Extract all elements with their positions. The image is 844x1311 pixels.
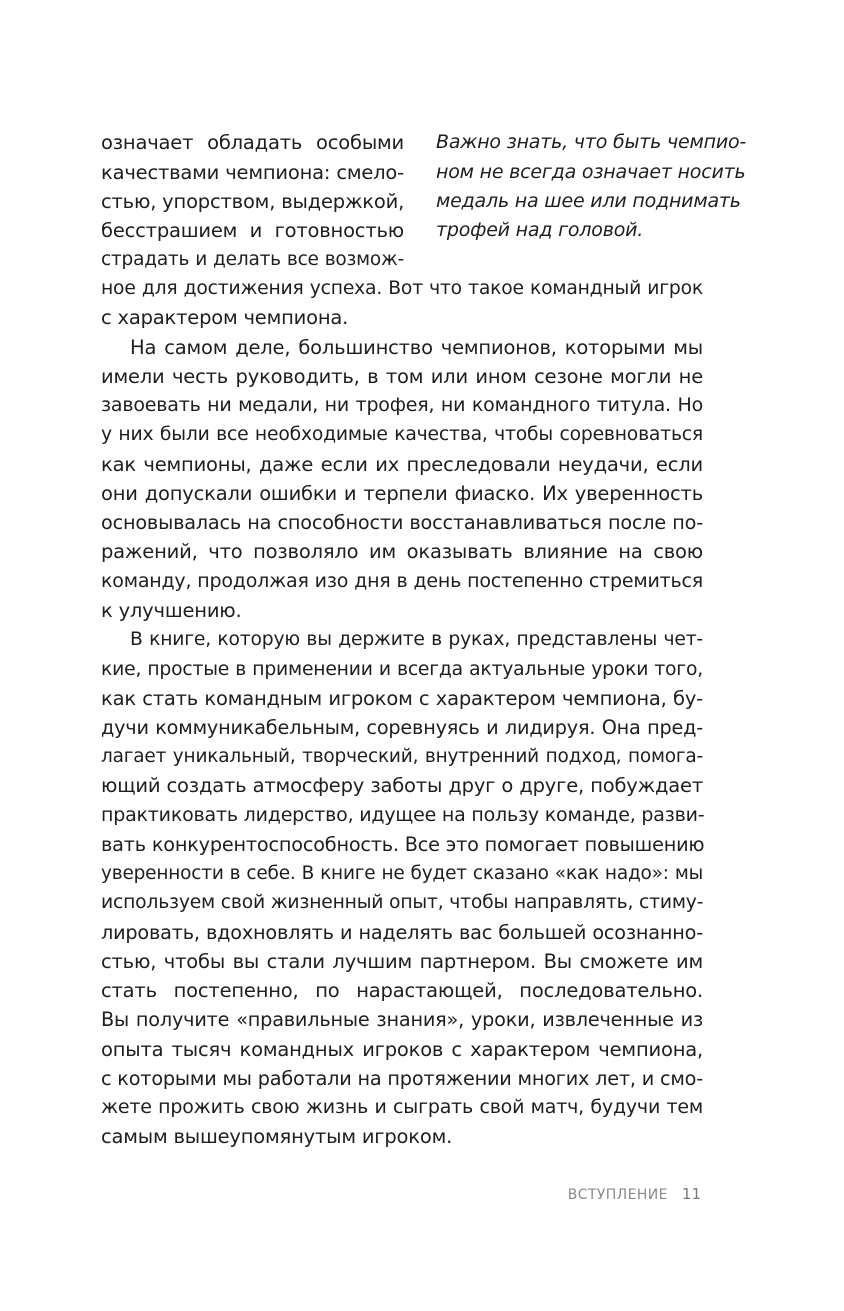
body-line: стью, чтобы вы стали лучшим партнером. Вы сможете им [101, 950, 703, 973]
pull-quote-line: медаль на шее или поднимать [436, 190, 741, 212]
body-line: страдать и делать все возмож- [101, 249, 404, 270]
body-line: имели честь руководить, в том или ином сезоне могли не [101, 365, 703, 388]
body-line: завоевать ни медали, ни трофея, ни командного титула. Но [101, 394, 703, 416]
body-line: к улучшению. [101, 599, 242, 622]
body-line: используем свой жизненный опыт, чтобы направлять, стиму- [101, 892, 704, 913]
body-line: с которыми мы работали на протяжении многих лет, и смо- [101, 1067, 703, 1090]
pull-quote-line: Важно знать, что быть чемпио- [436, 131, 747, 153]
pull-quote-line: трофей над головой. [436, 219, 644, 241]
body-line: ющий создать атмосферу заботы друг о друге, побуждает [101, 774, 703, 797]
body-line: уверенности в себе. В книге не будет сказано «как надо»: мы [101, 863, 703, 884]
body-line: стью, упорством, выдержкой, [101, 190, 405, 213]
body-line: бесстрашием и готовностью [101, 219, 404, 242]
body-line: качествами чемпиона: смело- [101, 161, 404, 184]
body-line: ное для достижения успеха. Вот что такое командный игрок [101, 278, 703, 299]
body-line: как чемпионы, даже если их преследовали неудачи, если [101, 453, 703, 476]
body-line: у них были все необходимые качества, чтобы соревноваться [101, 424, 703, 445]
body-line: основывалась на способности восстанавливаться после по- [101, 511, 703, 534]
body-line: с характером чемпиона. [101, 306, 349, 329]
body-line: команду, продолжая изо дня в день постепенно стремиться [101, 570, 703, 592]
body-line: жете прожить свою жизнь и сыграть свой матч, будучи тем [101, 1096, 703, 1118]
body-line: вать конкурентоспособность. Все это помогает повышению [101, 833, 705, 856]
body-line: самым вышеупомянутым игроком. [101, 1125, 453, 1148]
body-line: лагает уникальный, творческий, внутренний подход, помога- [101, 746, 703, 767]
body-line: как стать командным игроком с характером чемпиона, бу- [101, 687, 703, 710]
body-line: означает обладать особыми [101, 131, 404, 154]
body-line: Вы получите «правильные знания», уроки, извлеченные из [101, 1008, 703, 1031]
paragraph-first-line: На самом деле, большинство чемпионов, которыми мы [130, 336, 703, 359]
paragraph-first-line: В книге, которую вы держите в руках, представлены чет- [130, 629, 703, 650]
body-line: опыта тысяч командных игроков с характером чемпиона, [101, 1038, 703, 1061]
body-line: дучи коммуникабельным, соревнуясь и лидируя. Она пред- [101, 716, 703, 739]
pull-quote-line: ном не всегда означает носить [436, 161, 746, 183]
body-line: стать постепенно, по нарастающей, последовательно. [101, 979, 703, 1002]
body-line: они допускали ошибки и терпели фиаско. Их уверенность [101, 482, 703, 505]
body-line: ражений, что позволяло им оказывать влияние на свою [101, 540, 703, 563]
page-footer [568, 1182, 701, 1206]
body-line: лировать, вдохновлять и наделять вас большей осознанно- [101, 921, 703, 944]
section-title: ВСТУПЛЕНИЕ [567, 1187, 668, 1203]
body-line: практиковать лидерство, идущее на пользу команде, разви- [101, 804, 705, 826]
body-line: кие, простые в применении и всегда актуальные уроки того, [101, 659, 703, 680]
page-number: 11 [681, 1185, 701, 1203]
